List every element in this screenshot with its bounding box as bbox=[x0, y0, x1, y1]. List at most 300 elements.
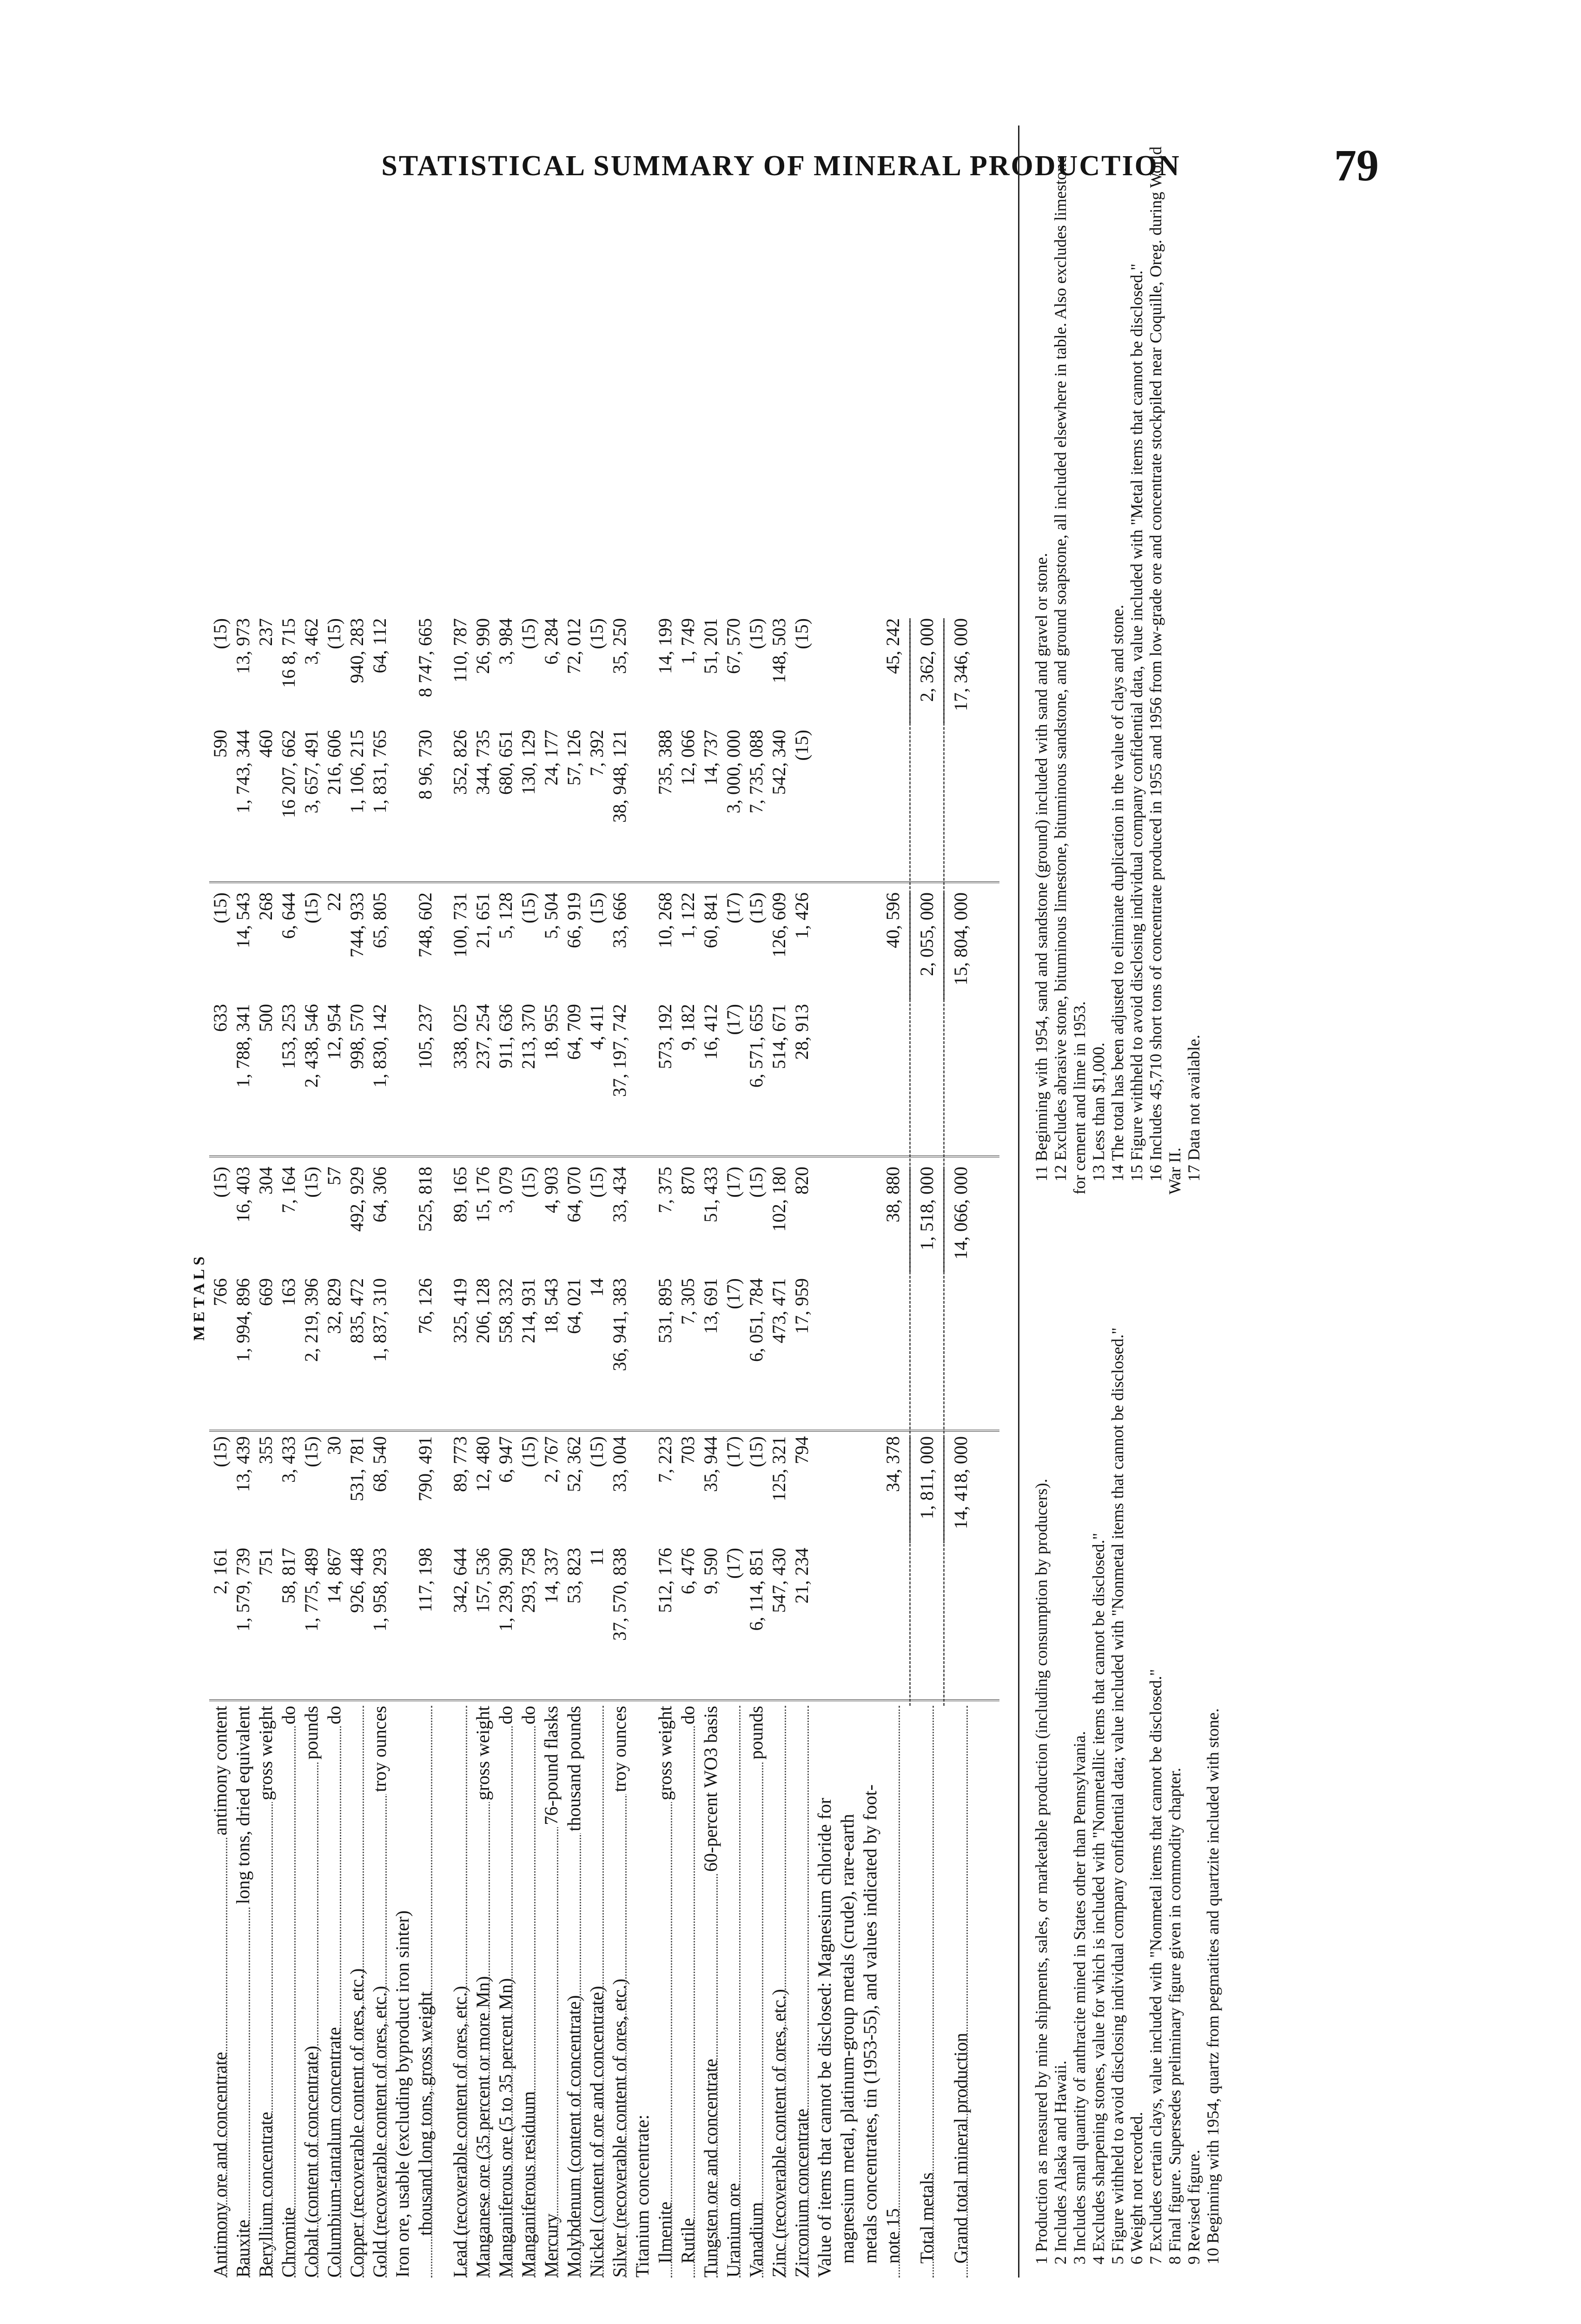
total-row bbox=[916, 125, 939, 2278]
column-divider bbox=[209, 1155, 999, 1157]
total-label bbox=[916, 1706, 938, 2278]
page-number: 79 bbox=[1334, 140, 1379, 190]
row-label bbox=[563, 1706, 585, 2278]
footnote: 2 Includes Alaska and Hawaii. bbox=[1051, 2060, 1070, 2265]
row-label-text: Silver (recoverable content of ores, etc.) bbox=[609, 1977, 630, 2278]
row-label-text: Beryllium concentrate bbox=[255, 2110, 276, 2278]
table-row bbox=[745, 125, 768, 2278]
cell-value: 67, 570 bbox=[723, 618, 744, 674]
total-value: 1, 518, 000 bbox=[916, 1167, 937, 1250]
table-row bbox=[677, 125, 700, 2278]
total-rule-spacer bbox=[905, 125, 916, 2278]
cell-value: 148, 503 bbox=[768, 618, 789, 683]
cell-value: 89, 773 bbox=[450, 1436, 470, 1492]
cell-value: 24, 177 bbox=[541, 730, 562, 786]
cell-value: 13, 691 bbox=[700, 1278, 721, 1334]
column-divider bbox=[209, 1430, 999, 1432]
row-label-text: Iron ore, usable (excluding byproduct iron sinter) bbox=[392, 1908, 413, 2278]
cell-value: 6, 947 bbox=[495, 1436, 516, 1483]
row-label-text: Cobalt (content of concentrate) bbox=[301, 2044, 322, 2278]
cell-value: 525, 818 bbox=[415, 1167, 436, 1232]
table-row bbox=[722, 125, 745, 2278]
cell-value: 531, 781 bbox=[346, 1436, 367, 1501]
cell-value: 35, 250 bbox=[609, 618, 630, 674]
row-label-text: thousand long tons, gross weight bbox=[415, 1989, 436, 2278]
cell-value: 57 bbox=[324, 1167, 344, 1185]
row-label bbox=[346, 1706, 368, 2278]
row-label-text: Antimony ore and concentrate bbox=[210, 2050, 231, 2278]
table-row bbox=[882, 125, 905, 2278]
cell-value: 870 bbox=[677, 1167, 698, 1195]
cell-value: 1, 775, 489 bbox=[301, 1548, 322, 1631]
cell-value: (15) bbox=[586, 892, 607, 924]
cell-value: 89, 165 bbox=[450, 1167, 470, 1222]
table-row bbox=[391, 125, 414, 2278]
cell-value: 338, 025 bbox=[450, 1004, 470, 1069]
cell-value: 16 207, 662 bbox=[278, 730, 299, 818]
cell-value: 28, 913 bbox=[791, 1004, 812, 1060]
cell-value: 58, 817 bbox=[278, 1548, 299, 1604]
cell-value: 1, 830, 142 bbox=[369, 1004, 390, 1088]
row-label-text: note 15 bbox=[882, 2206, 903, 2278]
total-row bbox=[950, 125, 972, 2278]
cell-value: 1, 788, 341 bbox=[232, 1004, 253, 1088]
cell-value: 37, 197, 742 bbox=[609, 1004, 630, 1097]
row-unit: pounds bbox=[745, 1706, 767, 1762]
table-row bbox=[563, 125, 586, 2278]
table-row bbox=[517, 125, 540, 2278]
running-title: STATISTICAL SUMMARY OF MINERAL PRODUCTION bbox=[381, 150, 1181, 182]
cell-value: 1, 749 bbox=[677, 618, 698, 665]
cell-value: 237 bbox=[255, 618, 276, 646]
cell-value: 16 8, 715 bbox=[278, 618, 299, 688]
total-rule-spacer bbox=[939, 125, 950, 2278]
cell-value: 460 bbox=[255, 730, 276, 758]
cell-value: 325, 419 bbox=[450, 1278, 470, 1343]
row-label-text: Manganiferous residuum bbox=[518, 2089, 539, 2278]
row-label bbox=[609, 1706, 631, 2278]
row-unit: 76-pound flasks bbox=[540, 1706, 562, 1827]
cell-value: 18, 955 bbox=[541, 1004, 562, 1060]
cell-value: 66, 919 bbox=[563, 892, 584, 948]
cell-value: 30 bbox=[324, 1436, 344, 1455]
row-unit: gross weight bbox=[472, 1706, 494, 1802]
cell-value: (15) bbox=[210, 618, 231, 649]
table-row bbox=[609, 125, 631, 2278]
cell-value: (15) bbox=[301, 1167, 322, 1198]
row-label-text: Copper (recoverable content of ores, etc.) bbox=[346, 1967, 367, 2278]
row-label-text: Manganiferous ore (5 to 35 percent Mn) bbox=[495, 1976, 516, 2278]
cell-value: 268 bbox=[255, 892, 276, 920]
row-label bbox=[745, 1706, 767, 2278]
column-divider bbox=[209, 1699, 999, 1701]
cell-value: 7, 375 bbox=[655, 1167, 675, 1213]
cell-value: 492, 929 bbox=[346, 1167, 367, 1232]
cell-value: 1, 958, 293 bbox=[369, 1548, 390, 1631]
cell-value: 18, 543 bbox=[541, 1278, 562, 1334]
cell-value: 1, 579, 739 bbox=[232, 1548, 253, 1631]
row-unit: do bbox=[323, 1706, 345, 1726]
row-label bbox=[859, 1706, 881, 2278]
cell-value: 558, 332 bbox=[495, 1278, 516, 1343]
footnote: 1 Production as measured by mine shipments, sales, or marketable production (including consumption by producers). bbox=[1032, 1479, 1051, 2265]
row-label bbox=[209, 1706, 232, 2278]
cell-value: (15) bbox=[586, 618, 607, 649]
cell-value: 3, 433 bbox=[278, 1436, 299, 1483]
row-label-text: Value of items that cannot be disclosed: Magnesium chloride for bbox=[814, 1796, 835, 2278]
table-row bbox=[472, 125, 495, 2278]
cell-value: 4, 903 bbox=[541, 1167, 562, 1213]
cell-value: 940, 283 bbox=[346, 618, 367, 683]
column-divider bbox=[209, 881, 999, 883]
cell-value: (15) bbox=[746, 1436, 767, 1467]
cell-value: 500 bbox=[255, 1004, 276, 1032]
rotated-table-page bbox=[191, 125, 1381, 2278]
table-row bbox=[300, 125, 323, 2278]
cell-value: (17) bbox=[723, 1548, 744, 1579]
cell-value: 835, 472 bbox=[346, 1278, 367, 1343]
footnote: 7 Excludes certain clays, value included with "Nonmetal items that cannot be disclosed." bbox=[1146, 1669, 1165, 2265]
cell-value: 2, 767 bbox=[541, 1436, 562, 1483]
row-label bbox=[654, 1706, 676, 2278]
row-unit: do bbox=[517, 1706, 540, 1726]
cell-value: (17) bbox=[723, 1436, 744, 1467]
row-label bbox=[882, 1706, 904, 2278]
row-label bbox=[768, 1706, 790, 2278]
row-unit: do bbox=[495, 1706, 517, 1726]
footnote: 12 Excludes abrasive stone, bituminous limestone, bituminous sandstone, and ground soapstone, all included elsewhere in table. Also excludes limestone for cement and lime in 1953. bbox=[1051, 156, 1089, 1195]
row-label bbox=[586, 1706, 608, 2278]
cell-value: 1, 106, 215 bbox=[346, 730, 367, 813]
table-row bbox=[768, 125, 791, 2278]
cell-value: (17) bbox=[723, 892, 744, 924]
row-label bbox=[414, 1706, 437, 2278]
cell-value: 12, 954 bbox=[324, 1004, 344, 1060]
cell-value: 1, 994, 896 bbox=[232, 1278, 253, 1362]
cell-value: 680, 651 bbox=[495, 730, 516, 795]
cell-value: 304 bbox=[255, 1167, 276, 1195]
cell-value: 17, 959 bbox=[791, 1278, 812, 1334]
cell-value: 7, 392 bbox=[586, 730, 607, 776]
cell-value: (15) bbox=[746, 1167, 767, 1198]
row-label bbox=[300, 1706, 323, 2278]
cell-value: 820 bbox=[791, 1167, 812, 1195]
footnote: 13 Less than $1,000. bbox=[1089, 1043, 1108, 1182]
table-row bbox=[540, 125, 563, 2278]
cell-value: 153, 253 bbox=[278, 1004, 299, 1069]
cell-value: 22 bbox=[324, 892, 344, 911]
cell-value: 110, 787 bbox=[450, 618, 470, 683]
cell-value: 6, 644 bbox=[278, 892, 299, 939]
cell-value: 3, 657, 491 bbox=[301, 730, 322, 813]
footnote: 10 Beginning with 1954, quartz from pegmatites and quartzite included with stone. bbox=[1204, 1708, 1222, 2265]
footnote: 11 Beginning with 1954, sand and sandstone (ground) included with sand and gravel or stone. bbox=[1032, 553, 1051, 1182]
cell-value: 6, 114, 851 bbox=[746, 1548, 767, 1631]
cell-value: 33, 434 bbox=[609, 1167, 630, 1222]
cell-value: 744, 933 bbox=[346, 892, 367, 957]
cell-value: 6, 476 bbox=[677, 1548, 698, 1594]
cell-value: 8 96, 730 bbox=[415, 730, 436, 799]
cell-value: 8 747, 665 bbox=[415, 618, 436, 697]
cell-value: 130, 129 bbox=[518, 730, 539, 795]
cell-value: (15) bbox=[301, 1436, 322, 1467]
cell-value: (15) bbox=[791, 618, 812, 649]
total-value: 2, 362, 000 bbox=[916, 618, 937, 702]
cell-value: 16, 412 bbox=[700, 1004, 721, 1060]
table-row bbox=[209, 125, 232, 2278]
cell-value: 6, 571, 655 bbox=[746, 1004, 767, 1088]
cell-value: 514, 671 bbox=[768, 1004, 789, 1069]
row-label bbox=[722, 1706, 745, 2278]
cell-value: 9, 182 bbox=[677, 1004, 698, 1050]
table-row bbox=[346, 125, 369, 2278]
cell-value: 26, 990 bbox=[472, 618, 493, 674]
table-row bbox=[449, 125, 472, 2278]
cell-value: 926, 448 bbox=[346, 1548, 367, 1613]
cell-value: 355 bbox=[255, 1436, 276, 1464]
footnote: 8 Final figure. Supersedes preliminary figure given in commodity chapter. bbox=[1165, 1768, 1184, 2265]
cell-value: 547, 430 bbox=[768, 1548, 789, 1613]
cell-value: (15) bbox=[518, 892, 539, 924]
footnote: 5 Figure withheld to avoid disclosing individual company confidential data; value included with "Nonmetal items that cannot be disclosed." bbox=[1108, 1327, 1127, 2265]
cell-value: (15) bbox=[210, 1167, 231, 1198]
cell-value: (15) bbox=[791, 730, 812, 761]
row-unit: gross weight bbox=[654, 1706, 676, 1802]
row-unit: troy ounces bbox=[369, 1706, 391, 1794]
table-row bbox=[631, 125, 654, 2278]
cell-value: 735, 388 bbox=[655, 730, 675, 795]
row-label bbox=[517, 1706, 540, 2278]
cell-value: 3, 079 bbox=[495, 1167, 516, 1213]
cell-value: 12, 066 bbox=[677, 730, 698, 786]
cell-value: 344, 735 bbox=[472, 730, 493, 795]
row-unit: troy ounces bbox=[609, 1706, 631, 1794]
cell-value: 163 bbox=[278, 1278, 299, 1306]
cell-value: (15) bbox=[518, 1436, 539, 1467]
row-label-text: Bauxite bbox=[232, 2218, 253, 2278]
row-label bbox=[700, 1706, 722, 2278]
row-label bbox=[449, 1706, 471, 2278]
cell-value: 542, 340 bbox=[768, 730, 789, 795]
row-unit: do bbox=[278, 1706, 300, 1726]
cell-value: (15) bbox=[210, 1436, 231, 1467]
cell-value: (15) bbox=[324, 618, 344, 649]
cell-value: 293, 758 bbox=[518, 1548, 539, 1613]
row-label-text: Nickel (content of ore and concentrate) bbox=[586, 1984, 607, 2278]
cell-value: 703 bbox=[677, 1436, 698, 1464]
cell-value: (15) bbox=[746, 618, 767, 649]
cell-value: 794 bbox=[791, 1436, 812, 1464]
cell-value: (17) bbox=[723, 1278, 744, 1309]
row-label bbox=[631, 1706, 654, 2278]
row-label-text: Uranium ore bbox=[723, 2181, 744, 2278]
cell-value: 1, 831, 765 bbox=[369, 730, 390, 813]
cell-value: 64, 070 bbox=[563, 1167, 584, 1222]
row-label-text: metals concentrates, tin (1953-55), and values indicated by foot- bbox=[860, 1783, 880, 2278]
total-value: 1, 811, 000 bbox=[916, 1436, 937, 1519]
cell-value: 64, 709 bbox=[563, 1004, 584, 1060]
row-label-text: Molybdenum (content of concentrate) bbox=[563, 1993, 584, 2278]
table-row bbox=[414, 125, 437, 2278]
cell-value: 1, 239, 390 bbox=[495, 1548, 516, 1631]
cell-value: 237, 254 bbox=[472, 1004, 493, 1069]
cell-value: 100, 731 bbox=[450, 892, 470, 957]
cell-value: 52, 362 bbox=[563, 1436, 584, 1492]
row-label-text: Chromite bbox=[278, 2205, 299, 2278]
total-value: 17, 346, 000 bbox=[950, 618, 971, 711]
row-label bbox=[323, 1706, 345, 2278]
cell-value: 13, 439 bbox=[232, 1436, 253, 1492]
cell-value: 34, 378 bbox=[882, 1436, 903, 1492]
cell-value: 7, 735, 088 bbox=[746, 730, 767, 813]
row-label-text: Titanium concentrate: bbox=[632, 2113, 653, 2278]
footnote: 9 Revised figure. bbox=[1184, 2150, 1203, 2265]
total-label-text: Total metals bbox=[916, 2171, 937, 2278]
total-label-text: Grand total mineral production bbox=[950, 2031, 971, 2278]
table-row bbox=[232, 125, 255, 2278]
cell-value: 766 bbox=[210, 1278, 231, 1306]
cell-value: 2, 161 bbox=[210, 1548, 231, 1594]
cell-value: 3, 462 bbox=[301, 618, 322, 665]
footnote: 4 Excludes sharpening stones, value for which is included with "Nonmetallic items that cannot be disclosed." bbox=[1089, 1532, 1108, 2265]
cell-value: 14, 737 bbox=[700, 730, 721, 786]
cell-value: 669 bbox=[255, 1278, 276, 1306]
section-heading: METALS bbox=[191, 1253, 208, 1341]
row-label-text: Zirconium concentrate bbox=[791, 2107, 812, 2278]
cell-value: 68, 540 bbox=[369, 1436, 390, 1492]
table-row bbox=[859, 125, 882, 2278]
cell-value: 38, 880 bbox=[882, 1167, 903, 1222]
cell-value: 64, 306 bbox=[369, 1167, 390, 1222]
table-row bbox=[700, 125, 722, 2278]
cell-value: 590 bbox=[210, 730, 231, 758]
cell-value: 751 bbox=[255, 1548, 276, 1576]
row-unit: do bbox=[677, 1706, 699, 1726]
cell-value: 1, 122 bbox=[677, 892, 698, 939]
cell-value: 126, 609 bbox=[768, 892, 789, 957]
cell-value: 125, 321 bbox=[768, 1436, 789, 1501]
cell-value: 10, 268 bbox=[655, 892, 675, 948]
row-label bbox=[255, 1706, 277, 2278]
row-label-text: magnesium metal, platinum-group metals (crude), rare-earth bbox=[837, 1812, 858, 2278]
cell-value: 1, 837, 310 bbox=[369, 1278, 390, 1362]
row-label-text: Ilmenite bbox=[655, 2200, 675, 2278]
row-label bbox=[391, 1706, 414, 2278]
cell-value: 157, 536 bbox=[472, 1548, 493, 1613]
cell-value: 32, 829 bbox=[324, 1278, 344, 1334]
total-value: 2, 055, 000 bbox=[916, 892, 937, 976]
cell-value: 105, 237 bbox=[415, 1004, 436, 1069]
cell-value: 64, 112 bbox=[369, 618, 390, 673]
cell-value: 911, 636 bbox=[495, 1004, 516, 1069]
cell-value: 633 bbox=[210, 1004, 231, 1032]
row-label-text: Zinc (recoverable content of ores, etc.) bbox=[768, 1987, 789, 2278]
row-label bbox=[278, 1706, 300, 2278]
row-unit: 60-percent WO3 basis bbox=[700, 1706, 722, 1874]
row-label-text: Vanadium bbox=[746, 2200, 767, 2278]
cell-value: (15) bbox=[210, 892, 231, 924]
cell-value: 6, 051, 784 bbox=[746, 1278, 767, 1362]
footnote: 16 Includes 45,710 short tons of concentrate produced in 1955 and 1956 from low-grade ore and concentrate stockpiled near Coquille, Oreg. during World War II. bbox=[1146, 146, 1184, 1195]
table-row bbox=[814, 125, 836, 2278]
cell-value: 53, 823 bbox=[563, 1548, 584, 1604]
cell-value: 3, 984 bbox=[495, 618, 516, 665]
cell-value: 72, 012 bbox=[563, 618, 584, 674]
cell-value: 790, 491 bbox=[415, 1436, 436, 1501]
footnotes-right bbox=[1032, 135, 1204, 1195]
row-label-text: Tungsten ore and concentrate bbox=[700, 2057, 721, 2278]
row-label-text: Gold (recoverable content of ores, etc.) bbox=[369, 1984, 390, 2278]
row-unit: pounds bbox=[300, 1706, 323, 1762]
cell-value: 45, 242 bbox=[882, 618, 903, 674]
row-label bbox=[836, 1706, 859, 2278]
table-row bbox=[278, 125, 300, 2278]
table-row bbox=[369, 125, 391, 2278]
cell-value: 7, 164 bbox=[278, 1167, 299, 1213]
footnote: 17 Data not available. bbox=[1184, 1035, 1203, 1182]
cell-value: 13, 973 bbox=[232, 618, 253, 674]
row-unit: thousand pounds bbox=[563, 1706, 585, 1833]
cell-value: 2, 219, 396 bbox=[301, 1278, 322, 1362]
cell-value: 214, 931 bbox=[518, 1278, 539, 1343]
cell-value: (17) bbox=[723, 1167, 744, 1198]
cell-value: 76, 126 bbox=[415, 1278, 436, 1334]
cell-value: 60, 841 bbox=[700, 892, 721, 948]
cell-value: 473, 471 bbox=[768, 1278, 789, 1343]
cell-value: 14, 867 bbox=[324, 1548, 344, 1604]
cell-value: 512, 176 bbox=[655, 1548, 675, 1613]
cell-value: 1, 426 bbox=[791, 892, 812, 939]
row-unit: long tons, dried equivalent bbox=[232, 1706, 254, 1906]
footnote-rule bbox=[1018, 125, 1019, 2278]
cell-value: 5, 504 bbox=[541, 892, 562, 939]
cell-value: (15) bbox=[518, 1167, 539, 1198]
row-label bbox=[472, 1706, 494, 2278]
row-label-text: Manganese ore (35 percent or more Mn) bbox=[472, 1974, 493, 2278]
cell-value: 14, 543 bbox=[232, 892, 253, 948]
cell-value: 57, 126 bbox=[563, 730, 584, 786]
cell-value: 352, 826 bbox=[450, 730, 470, 795]
row-label bbox=[369, 1706, 391, 2278]
cell-value: 11 bbox=[586, 1548, 607, 1566]
cell-value: 33, 004 bbox=[609, 1436, 630, 1492]
cell-value: 37, 570, 838 bbox=[609, 1548, 630, 1641]
cell-value: (17) bbox=[723, 1004, 744, 1035]
cell-value: 21, 651 bbox=[472, 892, 493, 948]
cell-value: 38, 948, 121 bbox=[609, 730, 630, 823]
cell-value: (15) bbox=[301, 892, 322, 924]
cell-value: 51, 433 bbox=[700, 1167, 721, 1222]
cell-value: 216, 606 bbox=[324, 730, 344, 795]
cell-value: (15) bbox=[518, 618, 539, 649]
row-unit: gross weight bbox=[255, 1706, 277, 1802]
row-label bbox=[791, 1706, 813, 2278]
metals-table bbox=[209, 125, 972, 2278]
cell-value: (15) bbox=[586, 1167, 607, 1198]
cell-value: 15, 176 bbox=[472, 1167, 493, 1222]
cell-value: 14 bbox=[586, 1278, 607, 1297]
cell-value: 7, 305 bbox=[677, 1278, 698, 1325]
total-value: 14, 066, 000 bbox=[950, 1167, 971, 1260]
table-row bbox=[255, 125, 278, 2278]
cell-value: 16, 403 bbox=[232, 1167, 253, 1222]
table-row bbox=[586, 125, 609, 2278]
dashed-rule bbox=[943, 618, 945, 1706]
cell-value: 35, 944 bbox=[700, 1436, 721, 1492]
footnotes-left bbox=[1032, 1227, 1223, 2278]
cell-value: 102, 180 bbox=[768, 1167, 789, 1232]
cell-value: 21, 234 bbox=[791, 1548, 812, 1604]
